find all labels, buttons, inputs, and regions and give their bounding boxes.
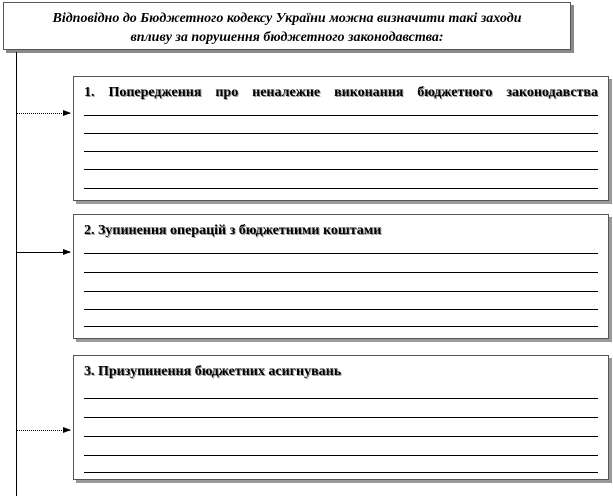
answer-line[interactable] — [84, 436, 598, 437]
arrow-to-measure-2 — [17, 252, 70, 253]
answer-line[interactable] — [84, 309, 598, 310]
answer-line[interactable] — [84, 398, 598, 399]
answer-line[interactable] — [84, 455, 598, 456]
answer-line[interactable] — [84, 417, 598, 418]
measure-card-1 — [73, 76, 609, 201]
arrow-to-measure-1 — [17, 113, 70, 114]
measure-title-2: 2. Зупинення операцій з бюджетними коштами — [84, 223, 382, 238]
answer-line[interactable] — [84, 133, 598, 134]
measure-card-2 — [73, 214, 609, 339]
answer-line[interactable] — [84, 115, 598, 116]
arrowhead-icon — [63, 249, 71, 255]
arrowhead-icon — [63, 110, 71, 116]
answer-line[interactable] — [84, 272, 598, 273]
answer-line[interactable] — [84, 169, 598, 170]
arrowhead-icon — [63, 427, 71, 433]
answer-line[interactable] — [84, 326, 598, 327]
arrow-to-measure-3 — [17, 430, 70, 431]
measure-title-3: 3. Призупинення бюджетних асигнувань — [84, 364, 342, 379]
answer-line[interactable] — [84, 151, 598, 152]
answer-line[interactable] — [84, 253, 598, 254]
answer-line[interactable] — [84, 472, 598, 473]
header-line-2: впливу за порушення бюджетного законодавства: — [130, 30, 444, 45]
answer-line[interactable] — [84, 188, 598, 189]
measure-title-1: 1. Попередження про неналежне виконання бюджетного законодавства — [84, 85, 598, 100]
measure-card-3 — [73, 355, 609, 480]
header-line-1: Відповідно до Бюджетного кодексу України можна визначити такі заходи — [52, 11, 522, 26]
header-box — [3, 2, 571, 50]
answer-line[interactable] — [84, 291, 598, 292]
